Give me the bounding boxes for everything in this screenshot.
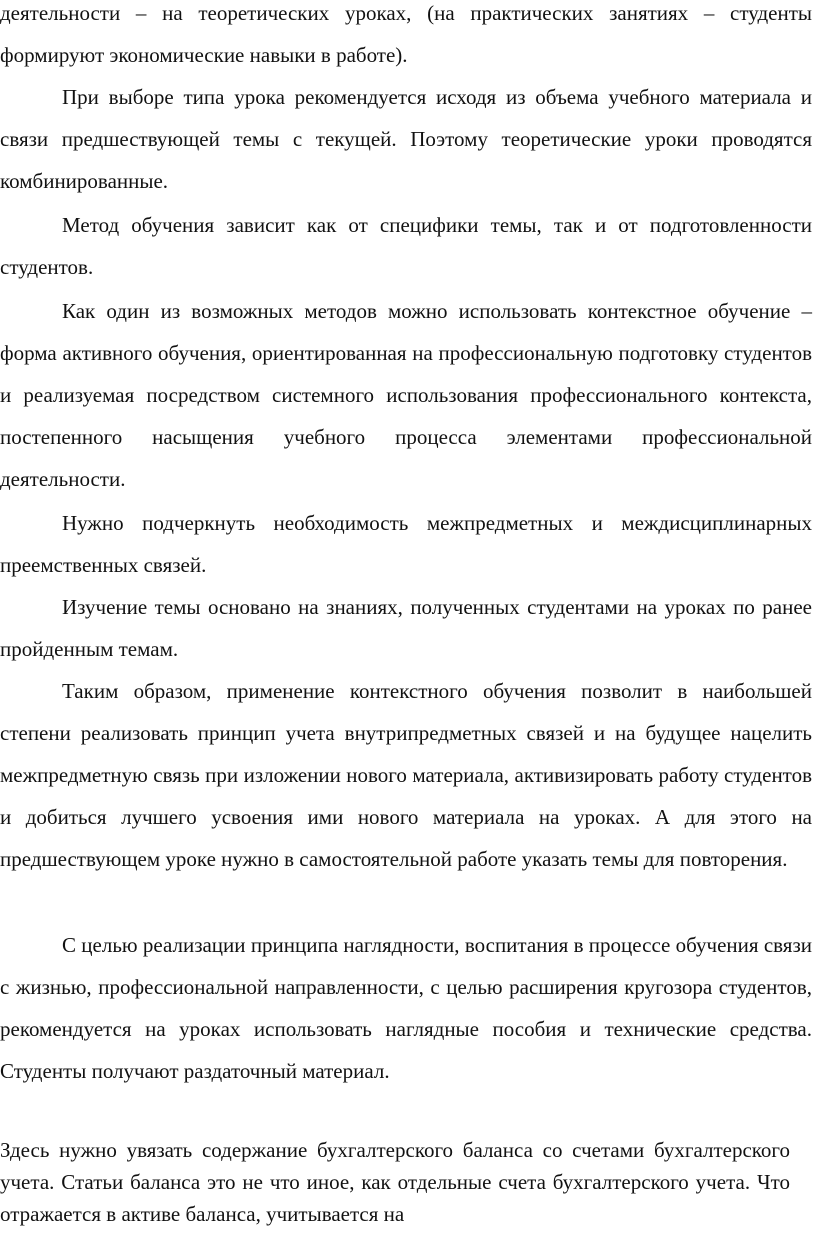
paragraph-8: С целью реализации принципа наглядности, воспитания в процессе обучения связи с жизнью, профессиональной направленности, с целью расширения кругозора студентов, рекомендуется на уроках использовать наглядные пособия и технические средства. Студенты получают раздаточный материал. (0, 933, 812, 1083)
paragraph-1: деятельности – на теоретических уроках, (на практических занятиях – студенты формируют экономические навыки в работе). (0, 1, 812, 67)
paragraph-9: Здесь нужно увязать содержание бухгалтерского баланса со счетами бухгалтерского учета. Статьи баланса это не что иное, как отдельные счета бухгалтерского учета. Что отражается в активе баланса, учитывается на (0, 1138, 790, 1226)
paragraph-6: Изучение темы основано на знаниях, полученных студентами на уроках по ранее пройденным темам. (0, 595, 812, 661)
paragraph-4: Как один из возможных методов можно использовать контекстное обучение – форма активного обучения, ориентированная на профессиональную подготовку студентов и реализуемая посредством системного использования профессионального контекста, постепенного насыщения учебного процесса элементами профессиональной деятельности. (0, 299, 812, 491)
paragraph-2: При выборе типа урока рекомендуется исходя из объема учебного материала и связи предшествующей темы с текущей. Поэтому теоретические уроки проводятся комбинированные. (0, 85, 812, 193)
paragraph-5: Нужно подчеркнуть необходимость межпредметных и междисциплинарных преемственных связей. (0, 511, 812, 577)
paragraph-7: Таким образом, применение контекстного обучения позволит в наибольшей степени реализовать принцип учета внутрипредметных связей и на будущее нацелить межпредметную связь при изложении нового материала, активизировать работу студентов и добиться лучшего усвоения ими нового материала на уроках. А для этого на предшествующем уроке нужно в самостоятельной работе указать темы для повторения. (0, 679, 812, 871)
paragraph-3: Метод обучения зависит как от специфики темы, так и от подготовленности студентов. (0, 213, 812, 279)
